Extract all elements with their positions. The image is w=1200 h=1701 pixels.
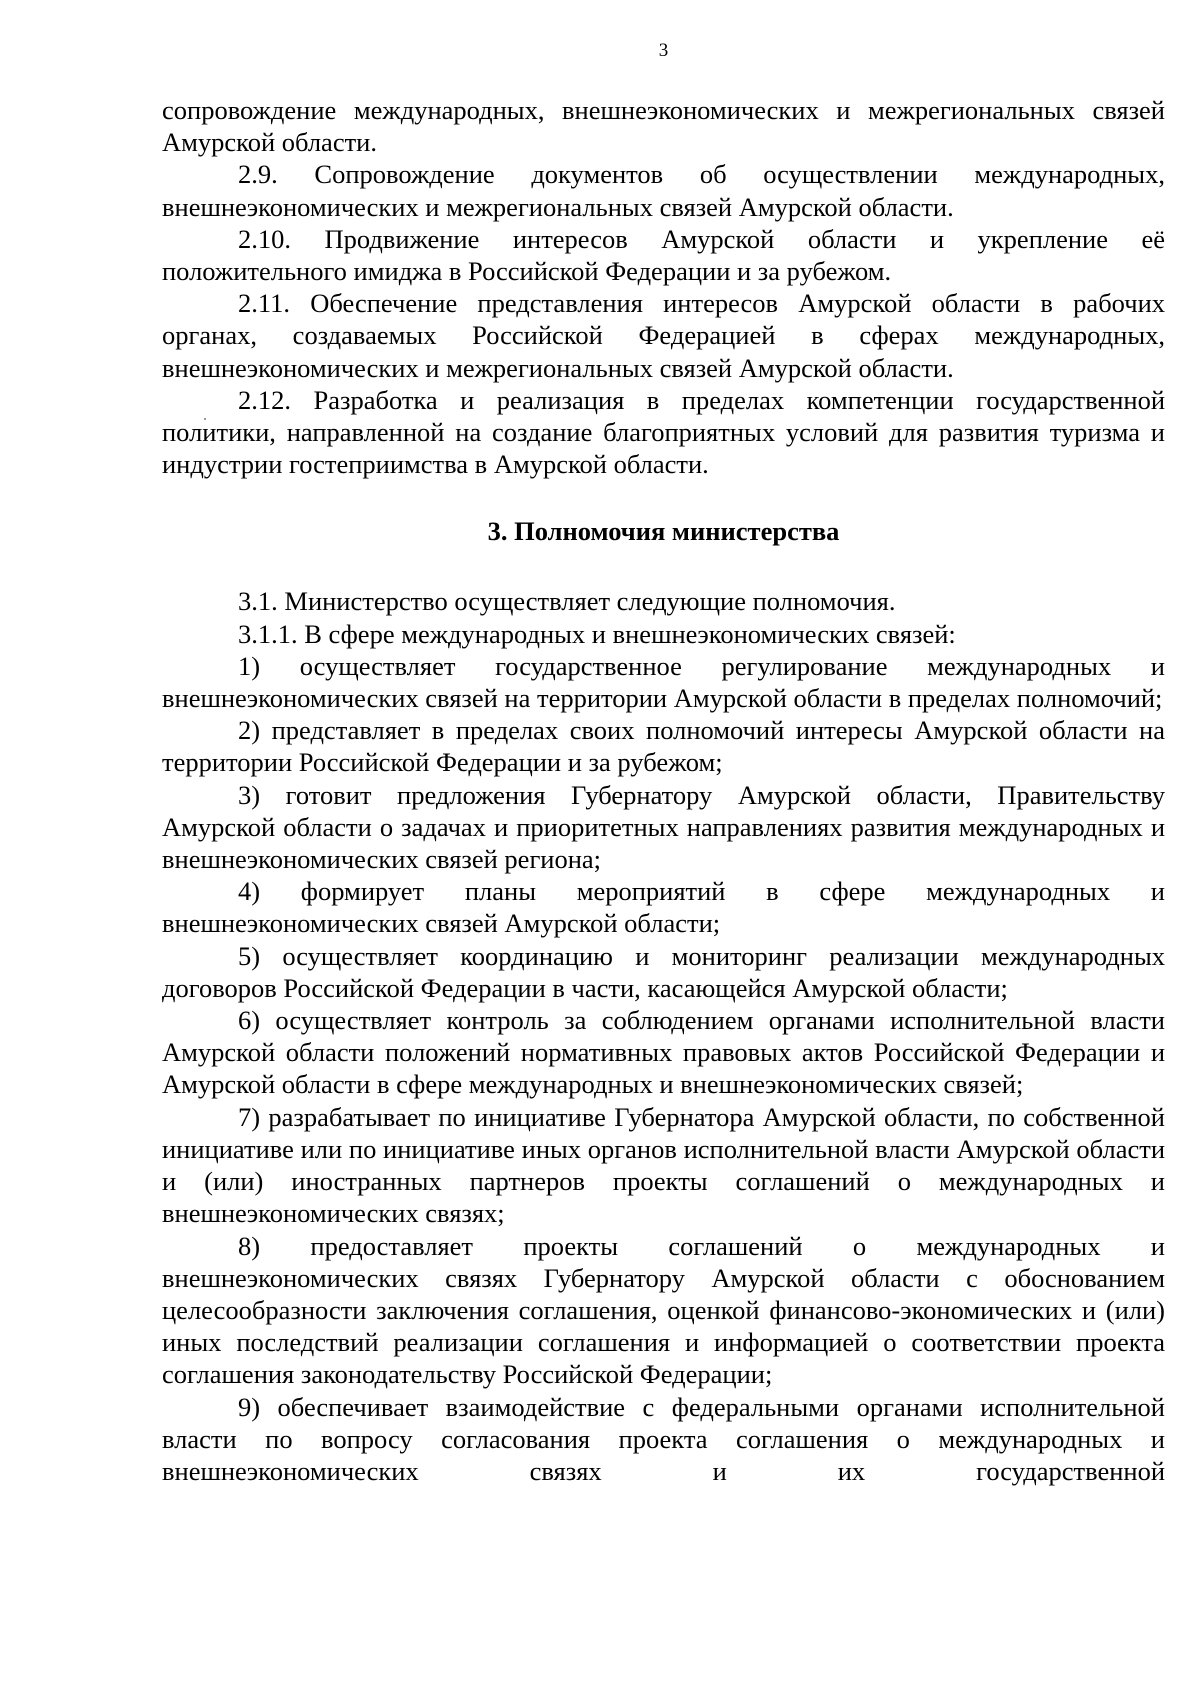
paragraph-continuation: сопровождение международных, внешнеэкономических и межрегиональных связей Амурской области. [162, 95, 1165, 158]
list-item-6: 6) осуществляет контроль за соблюдением органами исполнительной власти Амурской области положений нормативных правовых актов Российской Федерации и Амурской области в сфере международных и внешнеэкономических связей; [162, 1005, 1165, 1100]
paragraph-2-11: 2.11. Обеспечение представления интересов Амурской области в рабочих органах, создаваемых Российской Федерацией в сферах международных, внешнеэкономических и межрегиональных связей Амурской области. [162, 288, 1165, 383]
paragraph-2-12: 2.12. Разработка и реализация в пределах компетенции государственной политики, направленной на создание благоприятных условий для развития туризма и индустрии гостеприимства в Амурской области. [162, 384, 1165, 480]
list-item-9: 9) обеспечивает взаимодействие с федеральными органами исполнительной власти по вопросу согласования проекта соглашения о международных и внешнеэкономических связях и их государственной [162, 1391, 1165, 1486]
section-heading: 3. Полномочия министерства [487, 516, 840, 547]
paragraph-2-10: 2.10. Продвижение интересов Амурской области и укрепление её положительного имиджа в Российской Федерации и за рубежом. [162, 223, 1165, 287]
document-body [162, 94, 1165, 1487]
list-item-2: 2) представляет в пределах своих полномочий интересы Амурской области на территории Российской Федерации и за рубежом; [162, 715, 1165, 778]
list-item-1: 1) осуществляет государственное регулирование международных и внешнеэкономических связей на территории Амурской области в пределах полномочий; [162, 650, 1165, 714]
list-item-7: 7) разрабатывает по инициативе Губернатора Амурской области, по собственной инициативе или по инициативе иных органов исполнительной власти Амурской области и (или) иностранных партнеров проекты соглашений о международных и внешнеэкономических связях; [162, 1101, 1165, 1229]
list-item-3: 3) готовит предложения Губернатору Амурской области, Правительству Амурской области о задачах и приоритетных направлениях развития международных и внешнеэкономических связей региона; [162, 779, 1165, 875]
paragraph-3-1-1: 3.1.1. В сфере международных и внешнеэкономических связей: [238, 618, 956, 649]
list-item-5: 5) осуществляет координацию и мониторинг реализации международных договоров Российской Федерации в части, касающейся Амурской области; [162, 940, 1165, 1003]
list-item-8: 8) предоставляет проекты соглашений о международных и внешнеэкономических связях Губернатору Амурской области с обоснованием целесообразности заключения соглашения, оценкой финансово-экономических и (или) иных последствий реализации соглашения и информацией о соответствии проекта соглашения законодательству Российской Федерации; [162, 1230, 1165, 1390]
page-number: 3 [658, 40, 669, 61]
list-item-4: 4) формирует планы мероприятий в сфере международных и внешнеэкономических связей Амурской области; [162, 876, 1165, 939]
paragraph-3-1: 3.1. Министерство осуществляет следующие полномочия. [238, 586, 896, 617]
paragraph-2-9: 2.9. Сопровождение документов об осуществлении международных, внешнеэкономических и межрегиональных связей Амурской области. [162, 159, 1165, 222]
